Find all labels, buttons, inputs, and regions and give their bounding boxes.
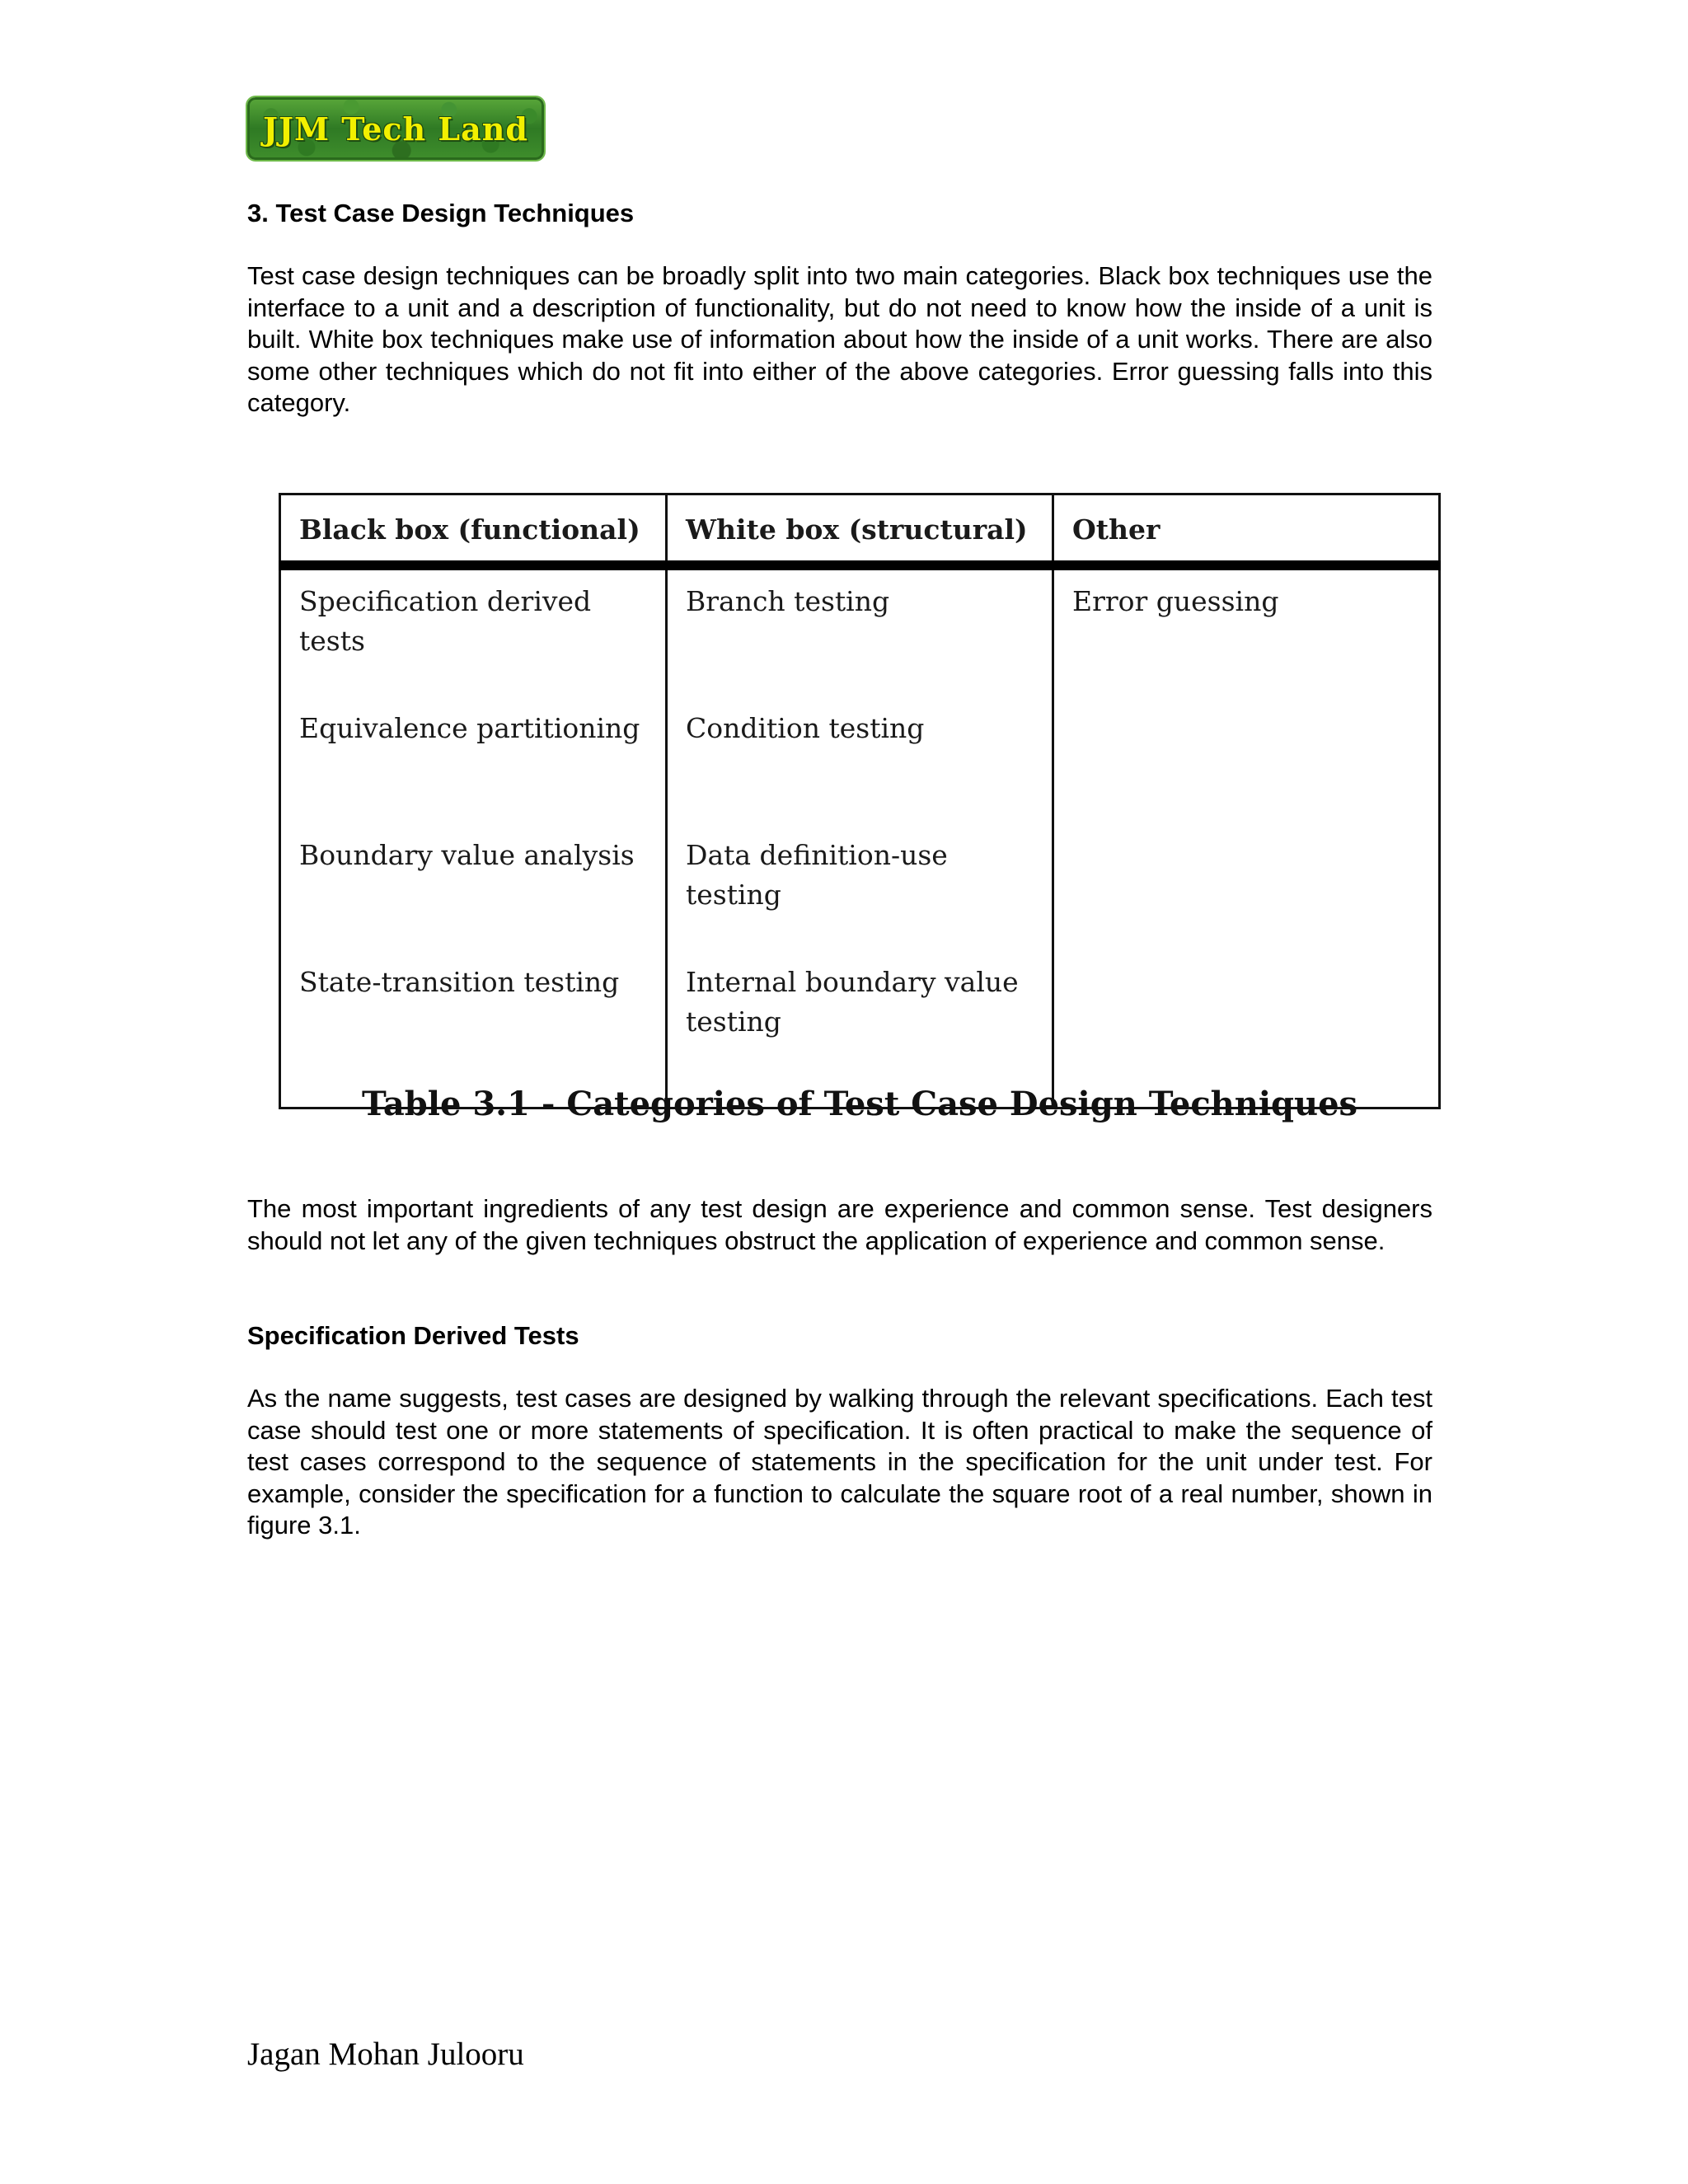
table-cell: State-transition testing (280, 951, 667, 1108)
table-header-row (280, 494, 1440, 566)
footer-author: Jagan Mohan Julooru (247, 2036, 524, 2072)
table-cell: Data definition-use testing (667, 824, 1053, 951)
jjm-tech-land-logo (247, 97, 544, 160)
header-black-box: Black box (functional) (280, 494, 667, 566)
table-cell: Branch testing (667, 565, 1053, 697)
body-paragraph-1: The most important ingredients of any test design are experience and common sense. Test designers should not let any of the given techniques obstruct the application of experience and common sense. (247, 1194, 1432, 1255)
table-row (280, 697, 1440, 824)
table-cell (1053, 824, 1440, 951)
header-other: Other (1053, 494, 1440, 566)
header-white-box: White box (structural) (667, 494, 1053, 566)
section-heading: 3. Test Case Design Techniques (247, 199, 635, 227)
techniques-table-wrapper (279, 493, 1441, 1109)
table-cell: Internal boundary value testing (667, 951, 1053, 1108)
techniques-table (279, 493, 1441, 1109)
table-cell (1053, 697, 1440, 824)
intro-paragraph: Test case design techniques can be broadly split into two main categories. Black box techniques use the interface to a unit and a description of functionality, but do not need to know how the inside of a unit is built. White box techniques make use of information about how the inside of a unit works. There are also some other techniques which do not fit into either of the above categories. Error guessing falls into this category. (247, 261, 1432, 417)
logo-text: JJM Tech Land (263, 110, 528, 148)
table-cell: Condition testing (667, 697, 1053, 824)
table-cell: Specification derived tests (280, 565, 667, 697)
table-cell: Equivalence partitioning (280, 697, 667, 824)
body-paragraph-2: As the name suggests, test cases are designed by walking through the relevant specifications. Each test case should test one or more statements of specification. It is often practical to make the sequence of test cases correspond to the sequence of statements in the specification for the unit under test. For example, consider the specification for a function to calculate the square root of a real number, shown in figure 3.1. (247, 1384, 1432, 1540)
table-cell: Error guessing (1053, 565, 1440, 697)
table-cell: Boundary value analysis (280, 824, 667, 951)
table-caption: Table 3.1 - Categories of Test Case Design Techniques (361, 1085, 1358, 1123)
table-row (280, 824, 1440, 951)
table-row (280, 565, 1440, 697)
subheading-specification-derived-tests: Specification Derived Tests (247, 1321, 579, 1350)
